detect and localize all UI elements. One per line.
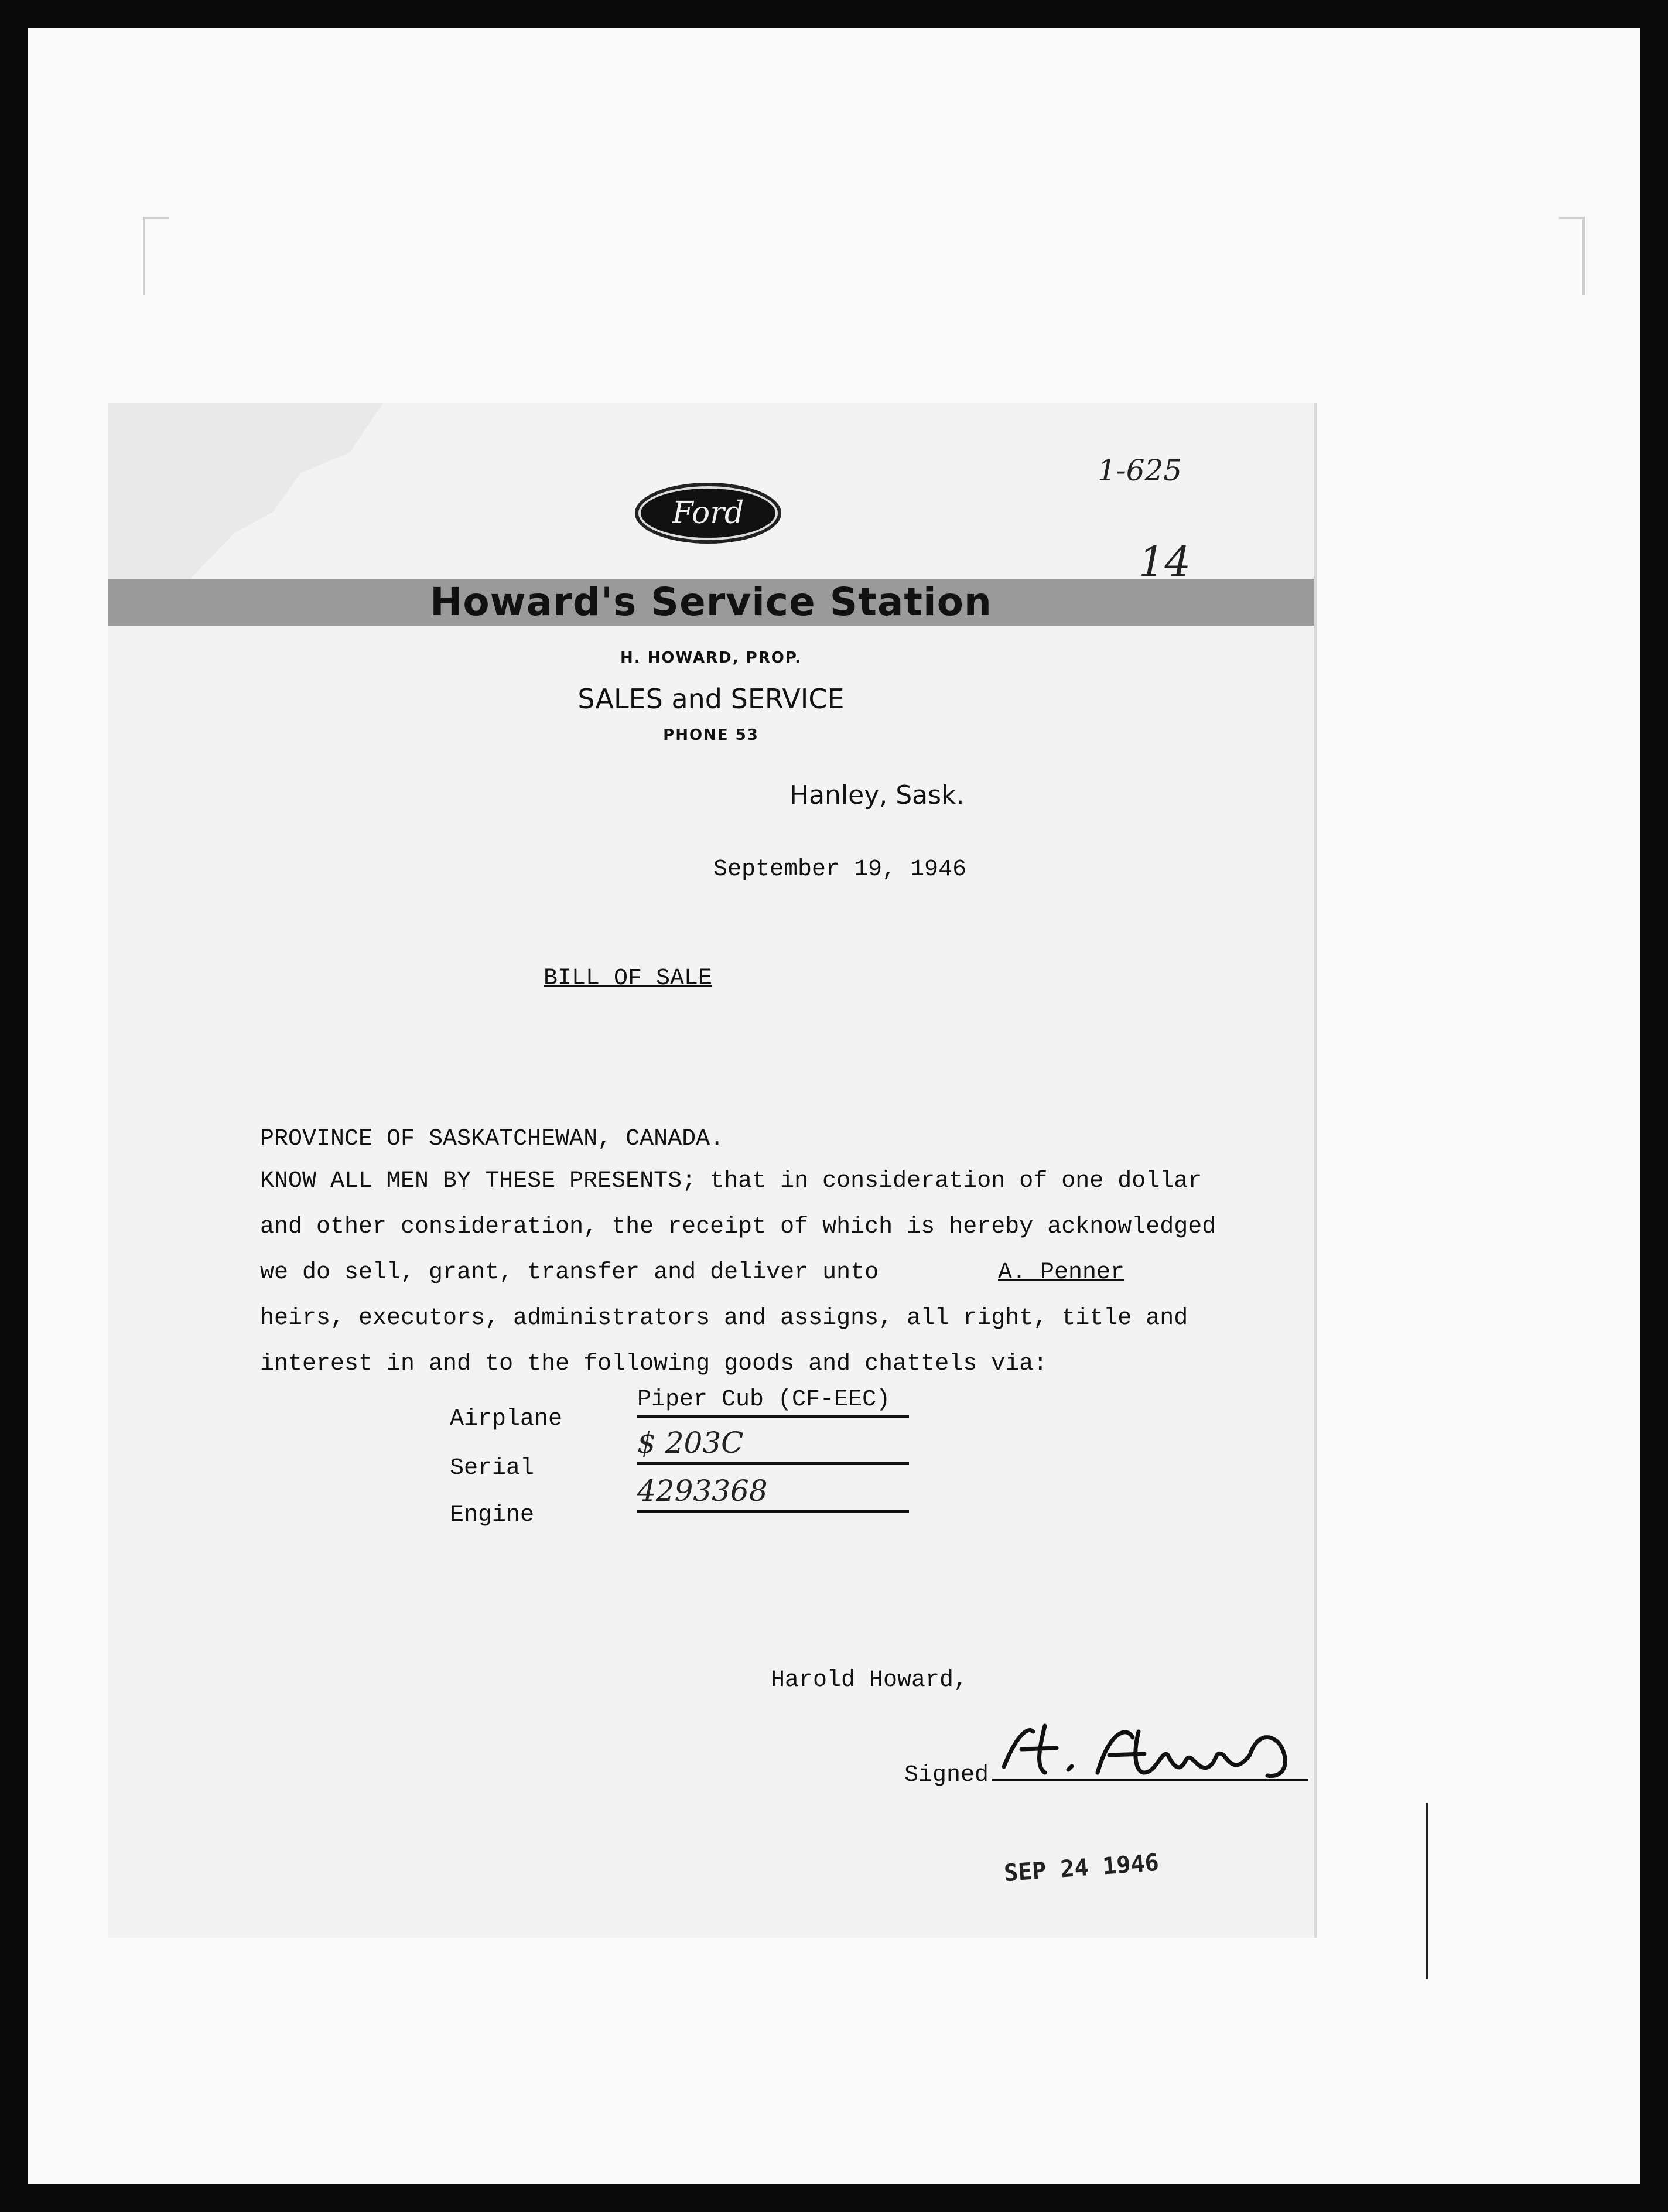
crop-mark-top-right — [1559, 217, 1585, 295]
item-value-text: 4293368 — [637, 1474, 768, 1508]
proprietor-line: H. HOWARD, PROP. — [620, 649, 802, 667]
item-label-engine: Engine — [450, 1502, 535, 1528]
logo-text: Ford — [672, 496, 744, 531]
ford-logo — [635, 483, 781, 544]
phone-line: PHONE 53 — [663, 726, 759, 744]
location: Hanley, Sask. — [789, 780, 965, 810]
item-value-text: Piper Cub (CF-EEC) — [637, 1387, 891, 1413]
item-value-airplane — [637, 1383, 909, 1418]
body-line-3: we do sell, grant, transfer and deliver unto — [260, 1259, 879, 1286]
body-line-2: and other consideration, the receipt of which is hereby acknowledged — [260, 1214, 1216, 1240]
handwritten-note: 1-625 — [1098, 453, 1182, 487]
signer-name: Harold Howard, — [771, 1667, 968, 1694]
signed-label: Signed — [904, 1762, 989, 1788]
letter-sheet — [108, 403, 1317, 1938]
item-value-serial — [637, 1426, 909, 1465]
torn-corner — [108, 403, 383, 579]
body-line-4: heirs, executors, administrators and assigns, all right, title and — [260, 1305, 1188, 1332]
item-value-text: $ 203C — [637, 1426, 744, 1460]
document-date: September 19, 1946 — [713, 856, 967, 883]
margin-line — [1426, 1803, 1428, 1979]
item-label-serial: Serial — [450, 1455, 535, 1482]
station-name: Howard's Service Station — [430, 579, 992, 624]
recipient-name: A. Penner — [998, 1259, 1125, 1286]
page-number: 14 — [1139, 538, 1191, 586]
received-date-stamp: SEP 24 1946 — [1003, 1849, 1160, 1887]
body-line-5: interest in and to the following goods and chattels via: — [260, 1351, 1048, 1377]
item-value-engine — [637, 1474, 909, 1513]
document-title: BILL OF SALE — [544, 965, 713, 992]
item-label-airplane: Airplane — [450, 1406, 563, 1432]
crop-mark-top-left — [143, 217, 169, 295]
body-line-1: KNOW ALL MEN BY THESE PRESENTS; that in consideration of one dollar — [260, 1168, 1202, 1194]
province-line: PROVINCE OF SASKATCHEWAN, CANADA. — [260, 1126, 724, 1152]
handwritten-signature — [992, 1714, 1320, 1784]
scan-frame — [28, 28, 1640, 2184]
tagline: SALES and SERVICE — [577, 683, 845, 715]
